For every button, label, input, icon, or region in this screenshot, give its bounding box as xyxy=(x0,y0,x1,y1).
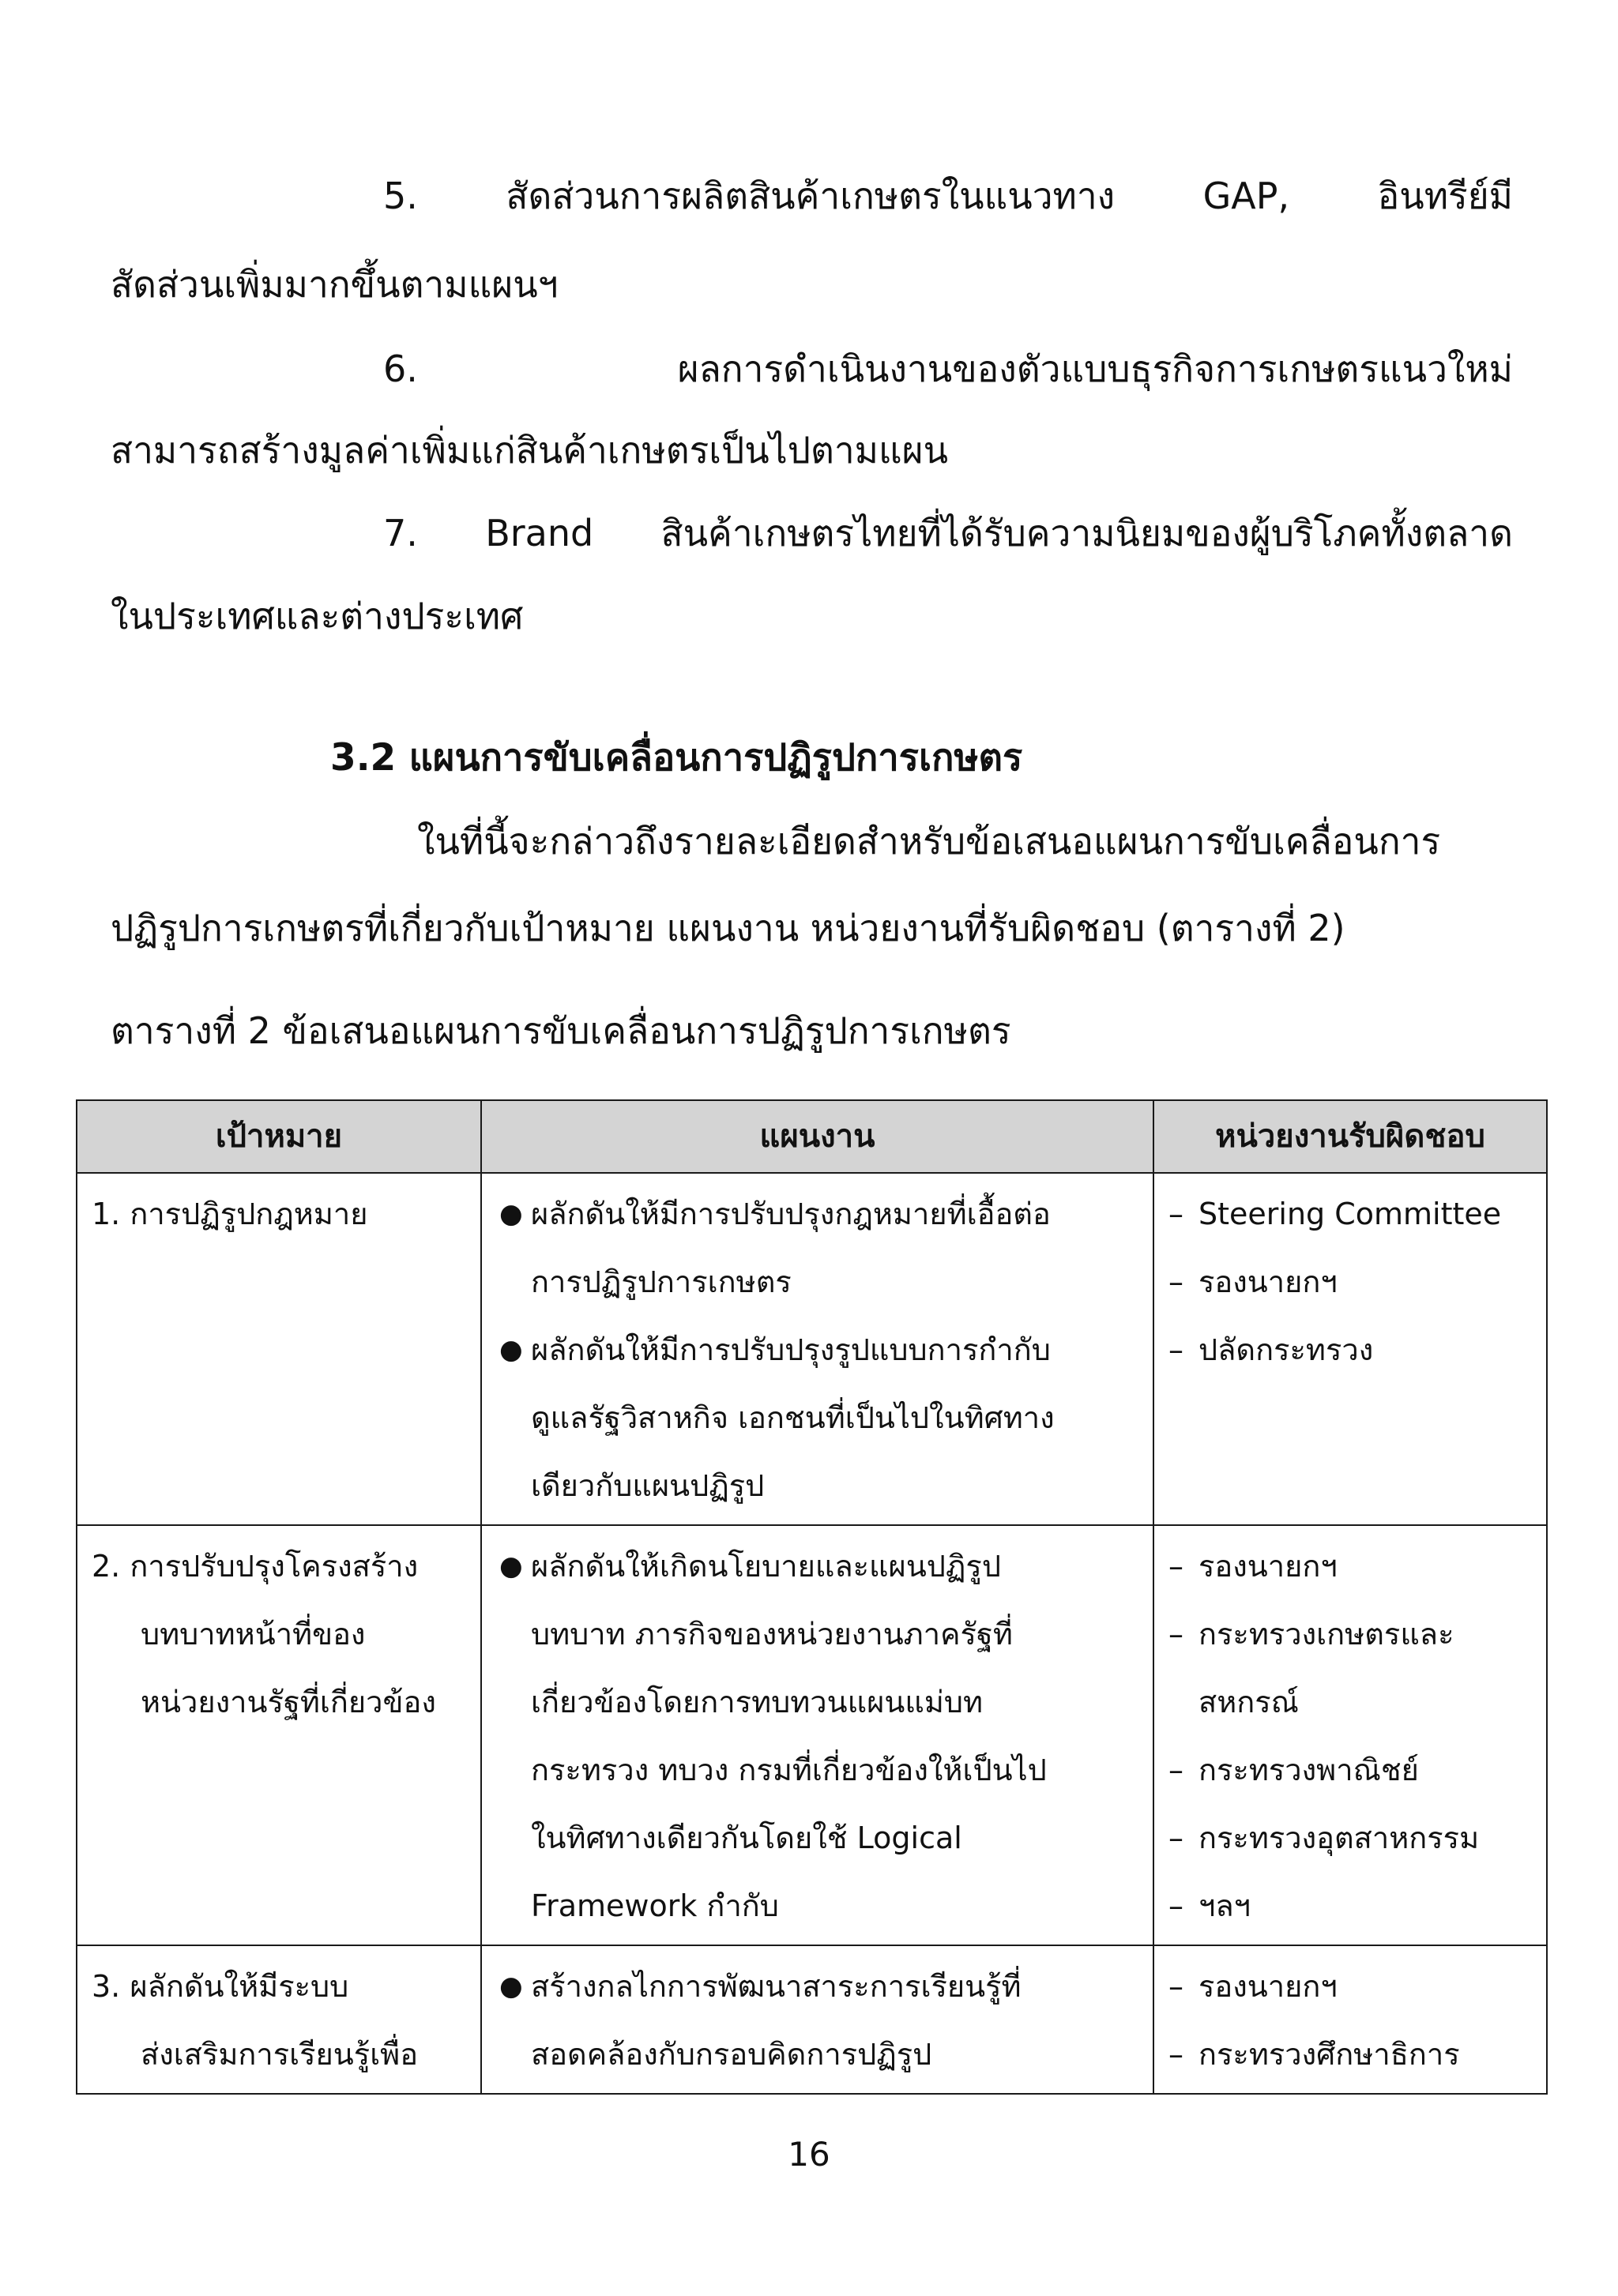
org-text: รองนายกฯ xyxy=(1198,1969,1338,2004)
org-text: รองนายกฯ xyxy=(1198,1549,1338,1584)
org-item: – รองนายกฯ xyxy=(1168,1549,1338,1584)
org-item: – ปลัดกระทรวง xyxy=(1168,1332,1374,1367)
org-text: ปลัดกระทรวง xyxy=(1198,1332,1374,1367)
section-paragraph-line1: ในที่นี้จะกล่าวถึงรายละเอียดสำหรับข้อเสนอแผนการขับเคลื่อนการ xyxy=(417,820,1441,862)
responsible-cell xyxy=(1153,1173,1547,1525)
goal-text: 1. การปฏิรูปกฎหมาย xyxy=(92,1197,368,1231)
plan-item xyxy=(496,1316,1145,1520)
plan-text: ผลักดันให้มีการปรับปรุงกฎหมายที่เอื้อต่อ xyxy=(531,1197,1051,1231)
responsible-cell xyxy=(1153,1525,1547,1945)
item5-line2: สัดส่วนเพิ่มมากขึ้นตามแผนฯ xyxy=(111,263,559,306)
plan-text: ดูแลรัฐวิสาหกิจ เอกชนที่เป็นไปในทิศทาง xyxy=(531,1400,1055,1435)
org-list xyxy=(1168,1532,1538,1940)
plan-text: สร้างกลไกการพัฒนาสาระการเรียนรู้ที่ xyxy=(531,1969,1022,2004)
header-responsible: หน่วยงานรับผิดชอบ xyxy=(1153,1100,1547,1173)
bullet-icon: ● xyxy=(499,1971,523,2002)
plan-item xyxy=(496,1532,1145,1940)
org-item: – กระทรวงพาณิชย์ xyxy=(1168,1753,1419,1787)
goal-text: บทบาทหน้าที่ของ xyxy=(141,1617,366,1652)
plan-cell xyxy=(481,1945,1153,2094)
org-text: กระทรวงพาณิชย์ xyxy=(1198,1753,1419,1787)
org-list xyxy=(1168,1952,1538,2088)
org-text: รองนายกฯ xyxy=(1198,1264,1338,1299)
goal-text: หน่วยงานรัฐที่เกี่ยวข้อง xyxy=(141,1685,436,1719)
org-item: – กระทรวงศึกษาธิการ xyxy=(1168,2037,1460,2072)
header-plan: แผนงาน xyxy=(481,1100,1153,1173)
plan-list xyxy=(496,1180,1145,1520)
plan-text: เดียวกับแผนปฏิรูป xyxy=(531,1468,765,1503)
org-text: กระทรวงอุตสาหกรรม xyxy=(1198,1821,1480,1855)
org-text: ฯลฯ xyxy=(1198,1888,1251,1923)
bullet-icon: ● xyxy=(499,1334,523,1366)
plan-cell xyxy=(481,1525,1153,1945)
plan-text: สอดคล้องกับกรอบคิดการปฏิรูป xyxy=(531,2037,932,2072)
table-row xyxy=(77,1945,1547,2094)
plan-cell xyxy=(481,1173,1153,1525)
table-caption: ตารางที่ 2 ข้อเสนอแผนการขับเคลื่อนการปฏิรูปการเกษตร xyxy=(111,1009,1011,1052)
goal-text: 2. การปรับปรุงโครงสร้าง xyxy=(92,1549,419,1584)
plan-text: กระทรวง ทบวง กรมที่เกี่ยวข้องให้เป็นไป xyxy=(531,1753,1047,1787)
org-text: สหกรณ์ xyxy=(1198,1685,1299,1719)
plan-list xyxy=(496,1532,1145,1940)
plan-text: ในทิศทางเดียวกันโดยใช้ Logical xyxy=(531,1821,962,1855)
plan-text: การปฏิรูปการเกษตร xyxy=(531,1264,792,1299)
reform-plan-table xyxy=(76,1099,1548,2095)
plan-item xyxy=(496,1180,1145,1316)
plan-text: ผลักดันให้มีการปรับปรุงรูปแบบการกำกับ xyxy=(531,1332,1051,1367)
responsible-cell xyxy=(1153,1945,1547,2094)
org-text: กระทรวงเกษตรและ xyxy=(1198,1617,1454,1652)
goal-text: 3. ผลักดันให้มีระบบ xyxy=(92,1969,349,2004)
plan-text: บทบาท ภารกิจของหน่วยงานภาครัฐที่ xyxy=(531,1617,1013,1652)
goal-cell xyxy=(77,1173,481,1525)
page-number: 16 xyxy=(788,2135,830,2174)
header-goal: เป้าหมาย xyxy=(77,1100,481,1173)
item7-line1: 7. Brand สินค้าเกษตรไทยที่ได้รับความนิยมของผู้บริโภคทั้งตลาด xyxy=(383,512,1513,554)
item6-line2: สามารถสร้างมูลค่าเพิ่มแก่สินค้าเกษตรเป็นไปตามแผน xyxy=(111,429,949,472)
org-item: – รองนายกฯ xyxy=(1168,1264,1338,1299)
goal-cell xyxy=(77,1945,481,2094)
section-heading: 3.2 แผนการขับเคลื่อนการปฏิรูปการเกษตร xyxy=(330,736,1023,780)
org-item: – กระทรวงอุตสาหกรรม xyxy=(1168,1821,1480,1855)
goal-text: ส่งเสริมการเรียนรู้เพื่อ xyxy=(141,2037,419,2072)
plan-text: เกี่ยวข้องโดยการทบทวนแผนแม่บท xyxy=(531,1685,984,1719)
item7-line2: ในประเทศและต่างประเทศ xyxy=(111,595,524,637)
plan-list xyxy=(496,1952,1145,2088)
org-item xyxy=(1168,1668,1538,1736)
org-item: – ฯลฯ xyxy=(1168,1888,1251,1923)
section-paragraph-line2: ปฏิรูปการเกษตรที่เกี่ยวกับเป้าหมาย แผนงาน หน่วยงานที่รับผิดชอบ (ตารางที่ 2) xyxy=(111,907,1345,949)
plan-item xyxy=(496,1952,1145,2088)
plan-text: Framework กำกับ xyxy=(531,1888,779,1923)
item6-line1: 6. ผลการดำเนินงานของตัวแบบธุรกิจการเกษตรแนวใหม่ xyxy=(383,348,1513,390)
org-item: – Steering Committee xyxy=(1168,1197,1502,1231)
org-list xyxy=(1168,1180,1538,1384)
plan-text: ผลักดันให้เกิดนโยบายและแผนปฏิรูป xyxy=(531,1549,1001,1584)
org-item: – รองนายกฯ xyxy=(1168,1969,1338,2004)
bullet-icon: ● xyxy=(499,1198,523,1230)
org-item: – กระทรวงเกษตรและ xyxy=(1168,1617,1454,1652)
table-row xyxy=(77,1525,1547,1945)
org-text: Steering Committee xyxy=(1198,1197,1502,1231)
goal-cell xyxy=(77,1525,481,1945)
org-text: กระทรวงศึกษาธิการ xyxy=(1198,2037,1460,2072)
item5-line1: 5. สัดส่วนการผลิตสินค้าเกษตรในแนวทาง GAP, อินทรีย์มี xyxy=(383,175,1513,217)
table-header-row xyxy=(77,1100,1547,1173)
bullet-icon: ● xyxy=(499,1550,523,1582)
table-row xyxy=(77,1173,1547,1525)
